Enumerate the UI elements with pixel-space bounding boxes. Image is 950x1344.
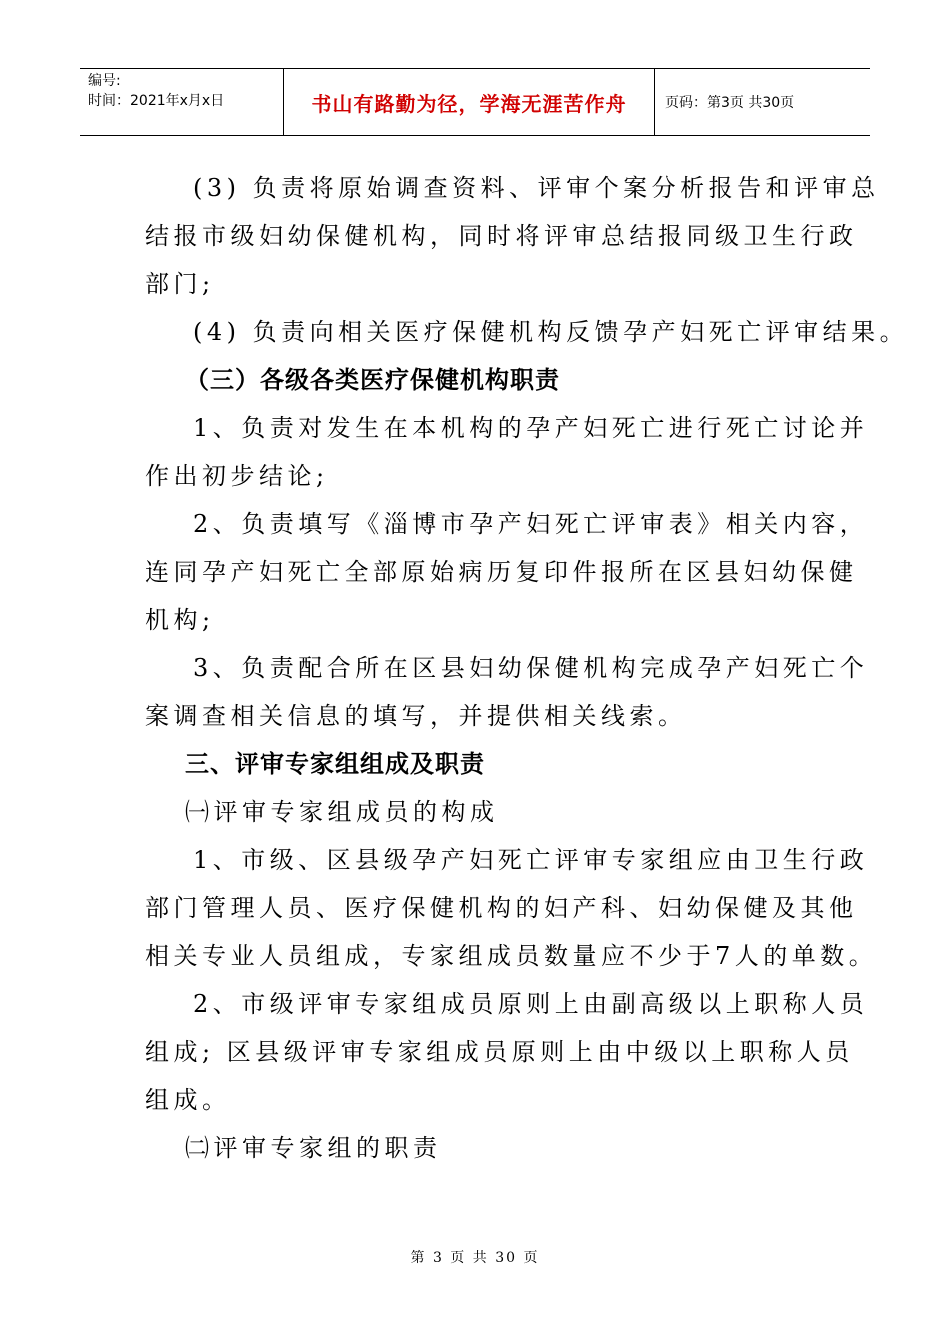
subsection-heading: ㈡评审专家组的职责 bbox=[185, 1134, 442, 1162]
page-footer: 第 3 页 共 30 页 bbox=[410, 1250, 540, 1266]
paragraph-line: 相关专业人员组成，专家组成员数量应不少于7人的单数。 bbox=[145, 942, 878, 970]
subsection-heading: ㈠评审专家组成员的构成 bbox=[185, 798, 499, 826]
section-heading: （三）各级各类医疗保健机构职责 bbox=[185, 366, 560, 394]
paragraph-line: 作出初步结论; bbox=[145, 462, 329, 490]
paragraph-line: 组成。 bbox=[145, 1086, 231, 1114]
chapter-heading: 三、评审专家组组成及职责 bbox=[185, 750, 485, 778]
paragraph-line: 1、市级、区县级孕产妇死亡评审专家组应由卫生行政 bbox=[193, 846, 869, 874]
document-header bbox=[80, 68, 870, 136]
time-label: 时间：2021年x月x日 bbox=[88, 93, 225, 109]
paragraph-line: 3、负责配合所在区县妇幼保健机构完成孕产妇死亡个 bbox=[193, 654, 869, 682]
paragraph-line: 组成; 区县级评审专家组成员原则上由中级以上职称人员 bbox=[145, 1038, 854, 1066]
header-motto: 书山有路勤为径，学海无涯苦作舟 bbox=[283, 69, 655, 135]
paragraph-line: (3) 负责将原始调查资料、评审个案分析报告和评审总 bbox=[193, 174, 880, 202]
paragraph-line: (4) 负责向相关医疗保健机构反馈孕产妇死亡评审结果。 bbox=[193, 318, 909, 346]
paragraph-line: 结报市级妇幼保健机构，同时将评审总结报同级卫生行政 bbox=[145, 222, 858, 250]
paragraph-line: 2、负责填写《淄博市孕产妇死亡评审表》相关内容， bbox=[193, 510, 869, 538]
paragraph-line: 连同孕产妇死亡全部原始病历复印件报所在区县妇幼保健 bbox=[145, 558, 858, 586]
paragraph-line: 2、市级评审专家组成员原则上由副高级以上职称人员 bbox=[193, 990, 869, 1018]
document-body bbox=[145, 164, 909, 1172]
paragraph-line: 案调查相关信息的填写，并提供相关线索。 bbox=[145, 702, 687, 730]
number-label: 编号: bbox=[88, 73, 121, 89]
paragraph-line: 部门; bbox=[145, 270, 215, 298]
paragraph-line: 机构; bbox=[145, 606, 215, 634]
paragraph-line: 1、负责对发生在本机构的孕产妇死亡进行死亡讨论并 bbox=[193, 414, 869, 442]
header-page-info: 页码：第3页 共30页 bbox=[665, 95, 795, 111]
header-meta-cell bbox=[80, 69, 283, 135]
paragraph-line: 部门管理人员、医疗保健机构的妇产科、妇幼保健及其他 bbox=[145, 894, 858, 922]
